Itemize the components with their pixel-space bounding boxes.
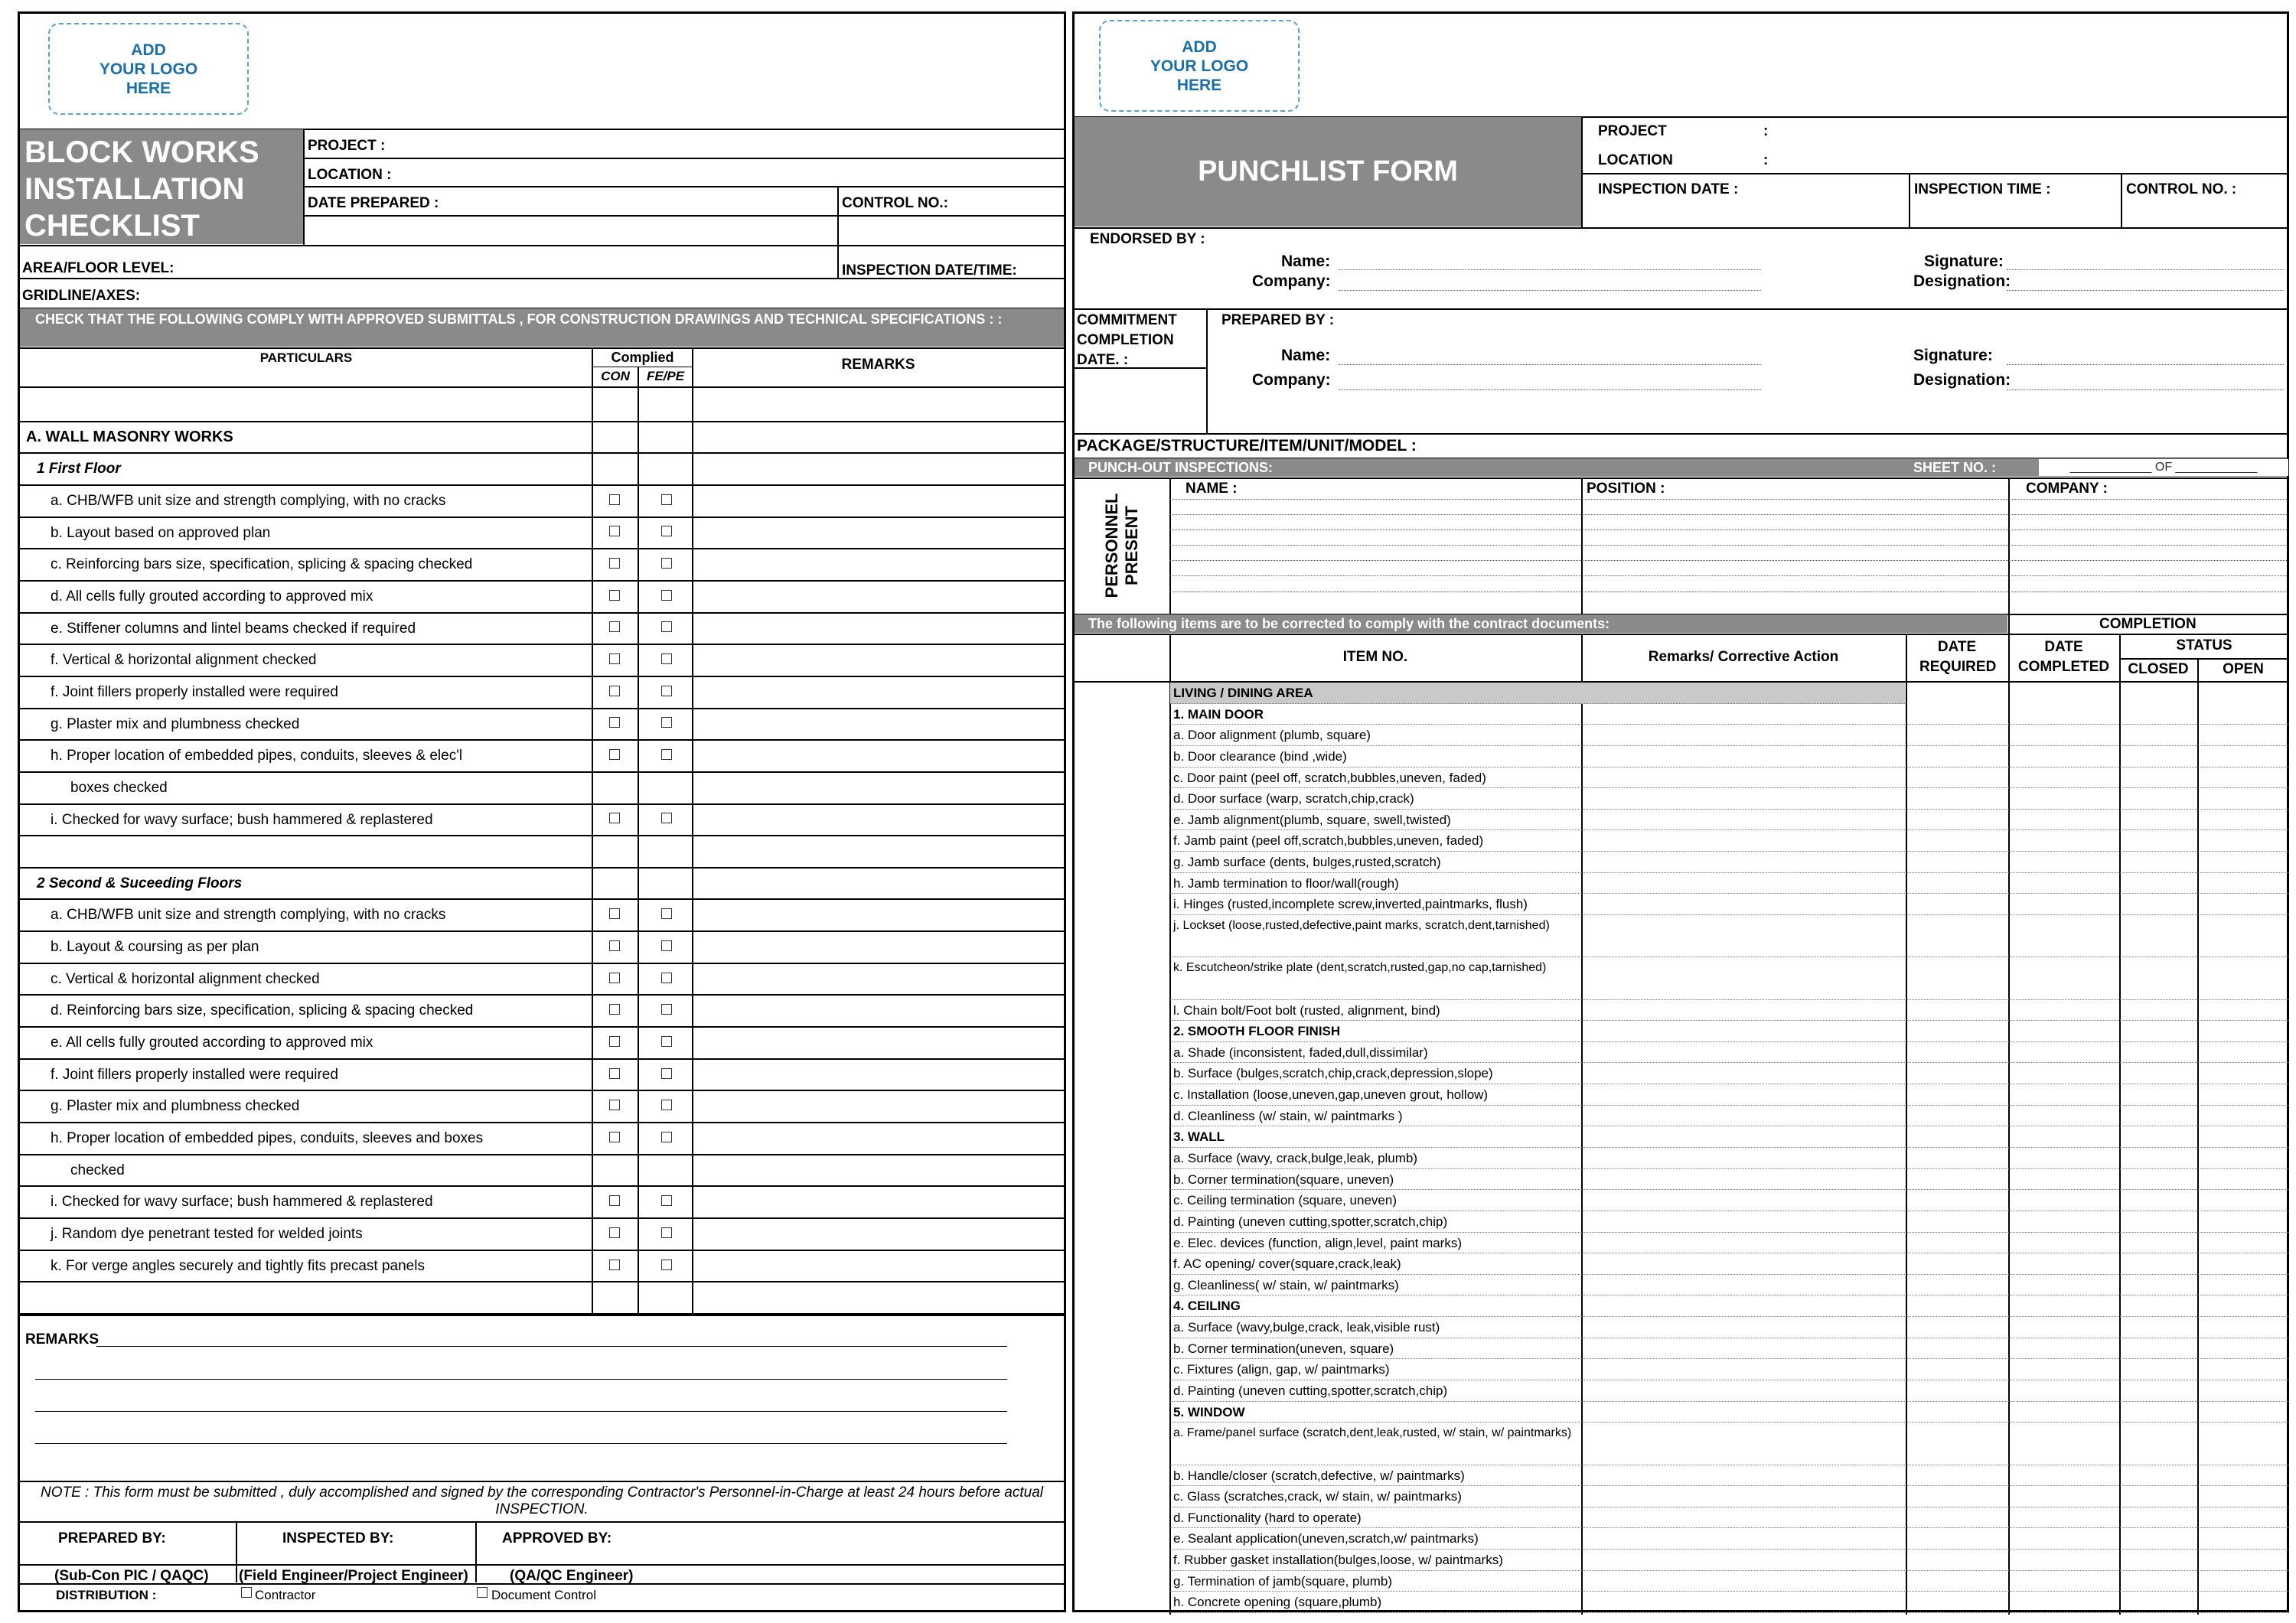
fepe-checkbox[interactable] [661, 1195, 672, 1206]
punch-item-row [1170, 810, 2289, 831]
row-text: k. For verge angles securely and tightly fits precast panels [51, 1257, 425, 1274]
col-date-completed: DATE COMPLETED [2017, 639, 2110, 675]
fepe-checkbox[interactable] [661, 1036, 672, 1047]
row-text: A. WALL MASONRY WORKS [26, 428, 233, 445]
inspected-role: (Field Engineer/Project Engineer) [239, 1568, 468, 1584]
fepe-checkbox[interactable] [661, 1260, 672, 1270]
con-checkbox[interactable] [609, 940, 620, 951]
item-text: 5. WINDOW [1173, 1404, 1245, 1419]
fepe-checkbox[interactable] [661, 526, 672, 536]
punch-item-row [1170, 746, 2289, 768]
item-text: d. Painting (uneven cutting,spotter,scratch,chip) [1173, 1383, 1448, 1398]
checklist-row [20, 900, 1064, 932]
item-text: b. Handle/closer (scratch,defective, w/ paintmarks) [1173, 1468, 1465, 1483]
item-text: h. Concrete opening (square,plumb) [1173, 1595, 1382, 1610]
section-heading [20, 422, 1064, 455]
checklist-row [20, 1123, 1064, 1155]
row-text: g. Plaster mix and plumbness checked [51, 715, 300, 732]
row-text: checked [70, 1162, 125, 1178]
row-text: e. All cells fully grouted according to approved mix [51, 1035, 373, 1051]
project-label: PROJECT [1598, 123, 1667, 139]
col-status: STATUS [2176, 637, 2232, 653]
item-text: d. Door surface (warp, scratch,chip,crack) [1173, 791, 1414, 807]
block-works-checklist-page [18, 11, 1066, 1612]
location-label: LOCATION : [308, 167, 392, 183]
project-colon: : [1763, 123, 1769, 139]
logo-text-line: YOUR LOGO [99, 60, 198, 78]
row-text: i. Checked for wavy surface; bush hammered & replastered [51, 811, 433, 828]
row-text: d. Reinforcing bars size, specification, splicing & spacing checked [51, 1002, 474, 1019]
con-checkbox[interactable] [609, 1100, 620, 1110]
item-text: f. Jamb paint (peel off,scratch,bubbles,uneven, faded) [1173, 833, 1484, 849]
punch-item-row [1170, 1486, 2289, 1507]
punch-item-row [1170, 1233, 2289, 1254]
punchlist-form-page [1072, 11, 2289, 1612]
checklist-row [20, 677, 1064, 709]
checklist-row [20, 1028, 1064, 1060]
checklist-row [20, 1091, 1064, 1123]
location-label: LOCATION [1598, 152, 1673, 168]
endorsed-name-label: Name: [1281, 253, 1331, 270]
item-text: a. Door alignment (plumb, square) [1173, 728, 1371, 743]
inspected-by-label: INSPECTED BY: [282, 1530, 394, 1546]
punch-item-row [1170, 1423, 2289, 1465]
punch-item-row [1170, 768, 2289, 789]
approved-role: (QA/QC Engineer) [510, 1568, 634, 1584]
doc-control-checkbox[interactable] [477, 1587, 488, 1598]
prepared-company-label: Company: [1252, 371, 1331, 389]
fepe-checkbox[interactable] [661, 940, 672, 951]
punch-item-row [1170, 1169, 2289, 1191]
prepared-signature-label: Signature: [1913, 347, 1993, 364]
col-date-required: DATE REQUIRED [1919, 639, 1997, 675]
punch-out-label: PUNCH-OUT INSPECTIONS: [1088, 460, 1274, 475]
checklist-title [20, 129, 303, 244]
fepe-checkbox[interactable] [661, 621, 672, 632]
fepe-checkbox[interactable] [661, 590, 672, 601]
punch-item-row [1170, 915, 2289, 957]
col-con: CON [601, 369, 630, 383]
checklist-row [20, 390, 1064, 422]
prepared-by-label: PREPARED BY: [58, 1530, 166, 1546]
con-checkbox[interactable] [609, 590, 620, 601]
item-text: e. Sealant application(uneven,scratch,w/ paintmarks) [1173, 1531, 1479, 1546]
contractor-checkbox[interactable] [241, 1587, 252, 1598]
punch-item-row [1170, 1211, 2289, 1233]
row-text: c. Reinforcing bars size, specification, splicing & spacing checked [51, 556, 473, 573]
prepared-designation-label: Designation: [1913, 371, 2011, 389]
item-text: k. Escutcheon/strike plate (dent,scratch,rusted,gap,no cap,tarnished) [1173, 961, 1547, 975]
con-checkbox[interactable] [609, 717, 620, 728]
checklist-row [20, 1187, 1064, 1219]
item-text: LIVING / DINING AREA [1173, 686, 1313, 700]
checklist-row [20, 996, 1064, 1028]
fepe-checkbox[interactable] [661, 717, 672, 728]
fepe-checkbox[interactable] [661, 1004, 672, 1015]
group-heading-row [1170, 1402, 2289, 1423]
inspection-datetime-label: INSPECTION DATE/TIME: [842, 262, 1017, 279]
subsection-heading [20, 869, 1064, 901]
gridline-label: GRIDLINE/AXES: [22, 288, 141, 304]
item-text: d. Cleanliness (w/ stain, w/ paintmarks ) [1173, 1108, 1403, 1123]
item-text: a. Shade (inconsistent, faded,dull,dissimilar) [1173, 1045, 1428, 1060]
item-text: f. AC opening/ cover(square,crack,leak) [1173, 1256, 1401, 1272]
row-text: f. Joint fillers properly installed were required [51, 1066, 338, 1083]
endorsed-company-label: Company: [1252, 272, 1331, 290]
fepe-checkbox[interactable] [661, 1227, 672, 1238]
checklist-row [20, 518, 1064, 550]
item-text: c. Ceiling termination (square, uneven) [1173, 1193, 1397, 1208]
title-line: CHECKLIST [24, 209, 200, 243]
punch-item-row [1170, 1380, 2289, 1402]
checklist-row [20, 614, 1064, 646]
checklist-row [20, 709, 1064, 741]
fepe-checkbox[interactable] [661, 749, 672, 760]
checklist-rows [20, 390, 1064, 1315]
con-checkbox[interactable] [609, 1227, 620, 1238]
con-checkbox[interactable] [609, 686, 620, 696]
personnel-present-label [1075, 477, 1169, 614]
project-label: PROJECT : [308, 138, 386, 154]
con-checkbox[interactable] [609, 1004, 620, 1015]
con-checkbox[interactable] [609, 908, 620, 919]
con-checkbox[interactable] [609, 813, 620, 823]
fepe-checkbox[interactable] [661, 558, 672, 569]
con-checkbox[interactable] [609, 749, 620, 760]
punch-item-row [1170, 1084, 2289, 1106]
con-checkbox[interactable] [609, 1068, 620, 1079]
punch-item-row [1170, 788, 2289, 810]
fepe-checkbox[interactable] [661, 1068, 672, 1079]
distribution-label: DISTRIBUTION : [56, 1588, 157, 1602]
item-text: h. Jamb termination to floor/wall(rough) [1173, 875, 1399, 891]
fepe-checkbox[interactable] [661, 494, 672, 505]
group-heading-row [1170, 1126, 2289, 1148]
item-text: g. Jamb surface (dents, bulges,rusted,scratch) [1173, 855, 1441, 870]
row-text: h. Proper location of embedded pipes, conduits, sleeves & elec'l [51, 748, 463, 764]
punch-item-row [1170, 1507, 2289, 1529]
fepe-checkbox[interactable] [661, 1132, 672, 1142]
sheet-no-label: SHEET NO. : [1913, 460, 1997, 475]
checklist-row [20, 486, 1064, 518]
item-text: i. Hinges (rusted,incomplete screw,inverted,paintmarks, flush) [1173, 897, 1528, 912]
con-checkbox[interactable] [609, 973, 620, 983]
inspection-date-label: INSPECTION DATE : [1598, 181, 1739, 197]
location-colon: : [1763, 152, 1769, 168]
subsection-heading [20, 454, 1064, 486]
comply-banner: CHECK THAT THE FOLLOWING COMPLY WITH APPROVED SUBMITTALS , FOR CONSTRUCTION DRAWINGS AND TECHNICAL SPECIFICATIONS : : [20, 308, 1064, 347]
fepe-checkbox[interactable] [661, 973, 672, 983]
row-text: b. Layout based on approved plan [51, 524, 271, 541]
control-no-label: CONTROL NO.: [842, 195, 948, 211]
endorsed-by-label: ENDORSED BY : [1090, 231, 1205, 247]
item-text: g. Termination of jamb(square, plumb) [1173, 1573, 1392, 1589]
item-text: b. Corner termination(square, uneven) [1173, 1172, 1394, 1187]
logo-placeholder [1099, 20, 1300, 112]
row-text: 1 First Floor [37, 461, 121, 477]
title-line: INSTALLATION [24, 172, 245, 206]
item-text: b. Corner termination(uneven, square) [1173, 1341, 1394, 1356]
item-text: 2. SMOOTH FLOOR FINISH [1173, 1024, 1341, 1039]
checklist-row [20, 1060, 1064, 1092]
submission-note: NOTE : This form must be submitted , duly accomplished and signed by the corresponding Contractor's Personnel-in-Charge at least 24 hours before actual INSPECTION. [40, 1484, 1043, 1517]
prepared-name-label: Name: [1281, 347, 1331, 364]
punch-item-row [1170, 1000, 2289, 1022]
punch-item-row [1170, 957, 2289, 999]
punch-item-row [1170, 894, 2289, 915]
item-text: a. Surface (wavy, crack,bulge,leak, plumb) [1173, 1151, 1418, 1165]
punch-item-row [1170, 1338, 2289, 1360]
con-checkbox[interactable] [609, 653, 620, 664]
punch-item-row [1170, 1571, 2289, 1592]
row-text: boxes checked [70, 779, 168, 796]
checklist-row [20, 582, 1064, 614]
fepe-checkbox[interactable] [661, 813, 672, 823]
punch-item-row [1170, 1063, 2289, 1084]
package-label: PACKAGE/STRUCTURE/ITEM/UNIT/MODEL : [1077, 437, 1417, 455]
col-position: POSITION : [1587, 481, 1665, 497]
row-text: b. Layout & coursing as per plan [51, 939, 259, 956]
punch-item-row [1170, 852, 2289, 873]
item-text: a. Surface (wavy,bulge,crack, leak,visible rust) [1173, 1320, 1440, 1335]
prepared-by-label: PREPARED BY : [1221, 312, 1335, 328]
punch-item-row [1170, 725, 2289, 746]
item-text: 3. WALL [1173, 1129, 1225, 1145]
inspection-time-label: INSPECTION TIME : [1914, 181, 2051, 197]
punch-item-row [1170, 1465, 2289, 1487]
col-name: NAME : [1186, 481, 1238, 497]
item-text: j. Lockset (loose,rusted,defective,paint marks, scratch,dent,tarnished) [1173, 919, 1550, 932]
completion-label: COMPLETION [2099, 616, 2197, 632]
checklist-row [20, 836, 1064, 869]
checklist-row [20, 805, 1064, 837]
row-text: f. Vertical & horizontal alignment checked [51, 652, 317, 669]
con-checkbox[interactable] [609, 1260, 620, 1270]
row-text: a. CHB/WFB unit size and strength complying, with no cracks [51, 907, 446, 924]
checklist-row [20, 645, 1064, 677]
punch-item-row [1170, 1317, 2289, 1338]
checklist-row [20, 964, 1064, 996]
checklist-row [20, 1282, 1064, 1315]
punch-item-rows [1170, 683, 2289, 1613]
col-remarks: REMARKS [841, 357, 915, 373]
punch-item-row [1170, 1592, 2289, 1613]
row-text: h. Proper location of embedded pipes, conduits, sleeves and boxes [51, 1130, 484, 1147]
commitment-date-label: COMMITMENT COMPLETION DATE. : [1077, 312, 1177, 368]
punch-item-row [1170, 1550, 2289, 1571]
title-line: BLOCK WORKS [24, 135, 259, 169]
punchlist-title: PUNCHLIST FORM [1075, 117, 1581, 227]
row-text: a. CHB/WFB unit size and strength complying, with no cracks [51, 492, 446, 509]
row-text: 2 Second & Suceeding Floors [37, 875, 243, 891]
group-heading-row [1170, 1021, 2289, 1042]
col-item-no: ITEM NO. [1342, 649, 1408, 665]
checklist-row [20, 1219, 1064, 1251]
fepe-checkbox[interactable] [661, 1100, 672, 1110]
punch-item-row [1170, 1528, 2289, 1550]
row-text: j. Random dye penetrant tested for welded joints [51, 1226, 363, 1243]
row-text: e. Stiffener columns and lintel beams checked if required [51, 620, 416, 637]
con-checkbox[interactable] [609, 558, 620, 569]
item-text: 4. CEILING [1173, 1299, 1241, 1314]
item-text: b. Surface (bulges,scratch,chip,crack,depression,slope) [1173, 1066, 1493, 1081]
control-no-label: CONTROL NO. : [2126, 181, 2237, 197]
item-text: b. Door clearance (bind ,wide) [1173, 748, 1347, 764]
con-checkbox[interactable] [609, 1132, 620, 1142]
item-text: c. Door paint (peel off, scratch,bubbles,uneven, faded) [1173, 770, 1486, 785]
col-particulars: PARTICULARS [259, 350, 353, 365]
punch-item-row [1170, 1042, 2289, 1064]
checklist-row [20, 1251, 1064, 1283]
sheet-no-value: ____________ OF ____________ [2039, 459, 2288, 476]
punch-item-row [1170, 1253, 2289, 1275]
personnel-present-text: PERSONNEL PRESENT [1102, 493, 1141, 598]
con-checkbox[interactable] [609, 494, 620, 505]
approved-by-label: APPROVED BY: [502, 1530, 612, 1546]
checklist-row [20, 549, 1064, 582]
dist-contractor: Contractor [255, 1588, 316, 1602]
item-text: e. Jamb alignment(plumb, square, swell,twisted) [1173, 812, 1451, 827]
logo-text-line: HERE [126, 79, 171, 97]
con-checkbox[interactable] [609, 526, 620, 536]
checklist-row [20, 932, 1064, 964]
item-text: 1. MAIN DOOR [1173, 706, 1264, 722]
remarks-label: REMARKS [25, 1331, 99, 1348]
checklist-row [20, 1155, 1064, 1188]
punch-item-row [1170, 1359, 2289, 1380]
col-company: COMPANY : [2026, 481, 2108, 497]
con-checkbox[interactable] [609, 621, 620, 632]
area-row [1170, 683, 1905, 704]
item-text: c. Fixtures (align, gap, w/ paintmarks) [1173, 1362, 1390, 1377]
logo-text-line: ADD [131, 41, 166, 59]
con-checkbox[interactable] [609, 1036, 620, 1047]
checklist-row [20, 741, 1064, 773]
fepe-checkbox[interactable] [661, 686, 672, 696]
row-text: f. Joint fillers properly installed were required [51, 683, 338, 700]
item-text: c. Installation (loose,uneven,gap,uneven grout, hollow) [1173, 1087, 1489, 1103]
group-heading-row [1170, 704, 2289, 725]
logo-text-line: YOUR LOGO [1150, 57, 1249, 75]
item-text: f. Rubber gasket installation(bulges,loose, w/ paintmarks) [1173, 1553, 1503, 1568]
row-text: g. Plaster mix and plumbness checked [51, 1098, 300, 1115]
col-open: OPEN [2223, 661, 2264, 677]
item-text: a. Frame/panel surface (scratch,dent,leak,rusted, w/ stain, w/ paintmarks) [1173, 1426, 1572, 1440]
checklist-row [20, 773, 1064, 805]
con-checkbox[interactable] [609, 1195, 620, 1206]
fepe-checkbox[interactable] [661, 908, 672, 919]
item-text: g. Cleanliness( w/ stain, w/ paintmarks) [1173, 1277, 1399, 1292]
prepared-role: (Sub-Con PIC / QAQC) [54, 1568, 209, 1584]
item-text: l. Chain bolt/Foot bolt (rusted, alignment, bind) [1173, 1002, 1440, 1018]
punch-item-row [1170, 830, 2289, 852]
col-remarks-action: Remarks/ Corrective Action [1648, 649, 1839, 665]
punch-item-row [1170, 1106, 2289, 1127]
row-text: d. All cells fully grouted according to approved mix [51, 588, 373, 605]
punch-item-row [1170, 1275, 2289, 1296]
dist-doc-control: Document Control [491, 1588, 597, 1602]
item-text: c. Glass (scratches,crack, w/ stain, w/ paintmarks) [1173, 1489, 1462, 1504]
punch-item-row [1170, 1190, 2289, 1211]
row-text: i. Checked for wavy surface; bush hammered & replastered [51, 1194, 433, 1211]
group-heading-row [1170, 1295, 2289, 1317]
logo-text-line: HERE [1176, 76, 1222, 94]
date-prepared-label: DATE PREPARED : [308, 195, 439, 211]
col-complied: Complied [611, 350, 674, 365]
col-fepe: FE/PE [646, 369, 685, 383]
area-floor-label: AREA/FLOOR LEVEL: [22, 260, 174, 276]
logo-text-line: ADD [1182, 37, 1217, 56]
punch-item-row [1170, 1148, 2289, 1169]
item-text: d. Functionality (hard to operate) [1173, 1510, 1362, 1525]
punch-item-row [1170, 873, 2289, 895]
corrections-banner: The following items are to be corrected to comply with the contract documents: [1075, 614, 2007, 633]
fepe-checkbox[interactable] [661, 653, 672, 664]
item-text: d. Painting (uneven cutting,spotter,scratch,chip) [1173, 1214, 1448, 1229]
endorsed-signature-label: Signature: [1924, 253, 2004, 270]
logo-placeholder [48, 23, 249, 115]
endorsed-designation-label: Designation: [1913, 272, 2011, 290]
item-text: e. Elec. devices (function, align,level, paint marks) [1173, 1235, 1463, 1250]
row-text: c. Vertical & horizontal alignment checked [51, 970, 320, 987]
col-closed: CLOSED [2128, 661, 2189, 677]
